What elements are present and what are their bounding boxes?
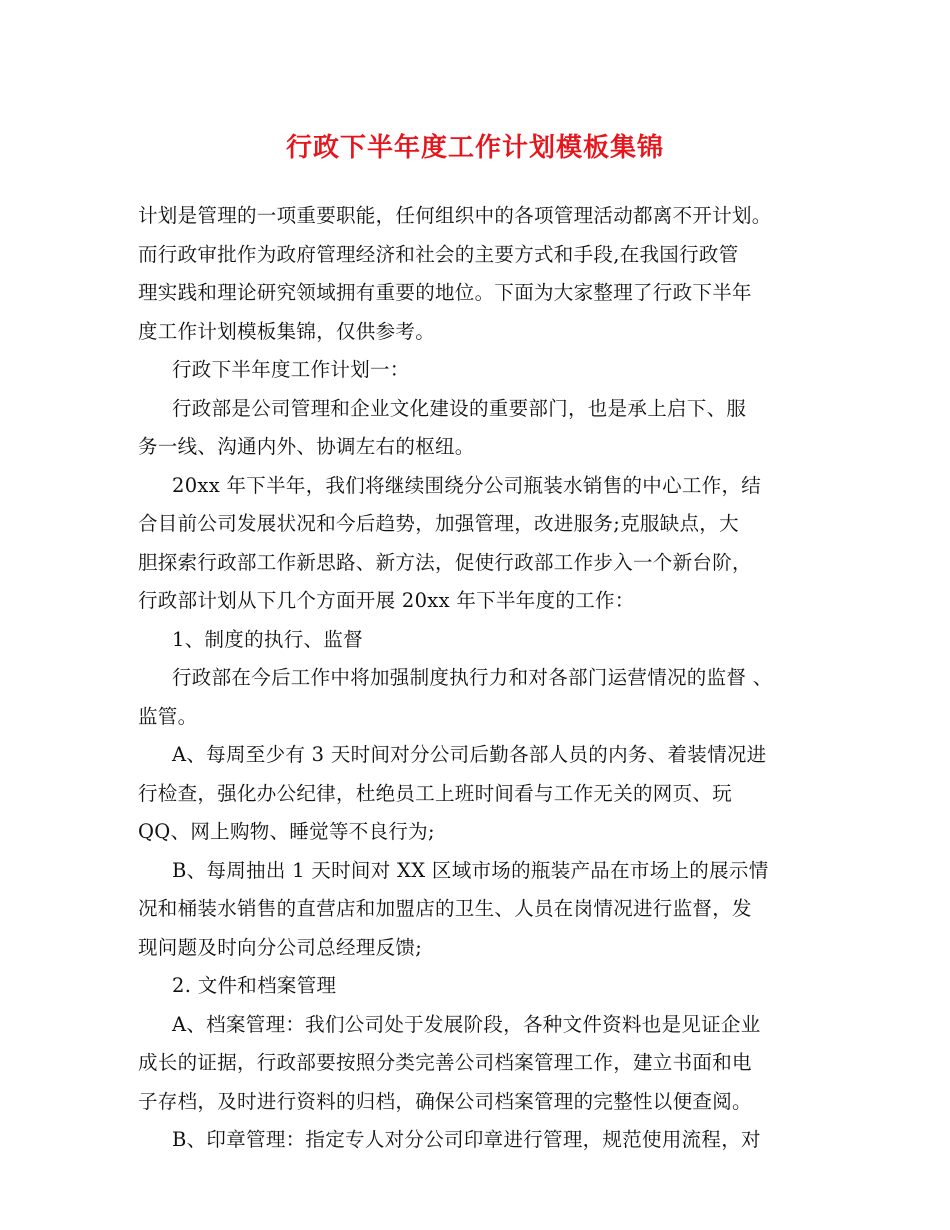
body-line: 1、制度的执行、监督 (172, 627, 363, 651)
document-title: 行政下半年度工作计划模板集锦 (285, 133, 664, 163)
body-line: 度工作计划模板集锦，仅供参考。 (138, 319, 436, 343)
body-line: 计划是管理的一项重要职能，任何组织中的各项管理活动都离不开计划。 (138, 204, 772, 227)
body-line: A、档案管理：我们公司处于发展阶段，各种文件资料也是见证企业 (172, 1012, 761, 1036)
body-line: 而行政审批作为政府管理经济和社会的主要方式和手段,在我国行政管 (138, 242, 739, 266)
body-line: 行检查，强化办公纪律，杜绝员工上班时间看与工作无关的网页、玩 (138, 781, 733, 805)
body-line: 行政下半年度工作计划一： (172, 358, 410, 381)
body-line: 20xx 年下半年，我们将继续围绕分公司瓶装水销售的中心工作，结 (172, 473, 762, 497)
body-line: 胆探索行政部工作新思路、新方法，促使行政部工作步入一个新台阶， (138, 550, 752, 574)
body-line: 子存档，及时进行资料的归档，确保公司档案管理的完整性以便查阅。 (138, 1089, 752, 1113)
body-line: 行政部在今后工作中将加强制度执行力和对各部门运营情况的监督 、 (172, 666, 773, 689)
body-line: B、印章管理：指定专人对分公司印章进行管理，规范使用流程，对 (172, 1128, 761, 1151)
body-line: 合目前公司发展状况和今后趋势，加强管理，改进服务;克服缺点，大 (138, 512, 739, 535)
body-line: QQ、网上购物、睡觉等不良行为; (138, 820, 435, 843)
body-line: 现问题及时向分公司总经理反馈; (138, 935, 423, 959)
body-line: 理实践和理论研究领域拥有重要的地位。下面为大家整理了行政下半年 (138, 281, 752, 304)
body-line: 2. 文件和档案管理 (172, 974, 337, 997)
body-line: 行政部计划从下几个方面开展 20xx 年下半年度的工作： (138, 589, 635, 612)
document-body (138, 197, 818, 1160)
body-line: A、每周至少有 3 天时间对分公司后勤各部人员的内务、着装情况进 (172, 743, 767, 766)
body-line: 况和桶装水销售的直营店和加盟店的卫生、人员在岗情况进行监督，发 (138, 897, 752, 920)
body-line: B、每周抽出 1 天时间对 XX 区域市场的瓶装产品在市场上的展示情 (172, 858, 769, 882)
body-line: 监管。 (138, 704, 198, 728)
body-line: 成长的证据，行政部要按照分类完善公司档案管理工作，建立书面和电 (138, 1051, 752, 1074)
body-line: 行政部是公司管理和企业文化建设的重要部门，也是承上启下、服 (172, 396, 747, 420)
body-line: 务一线、沟通内外、协调左右的枢纽。 (138, 435, 475, 458)
